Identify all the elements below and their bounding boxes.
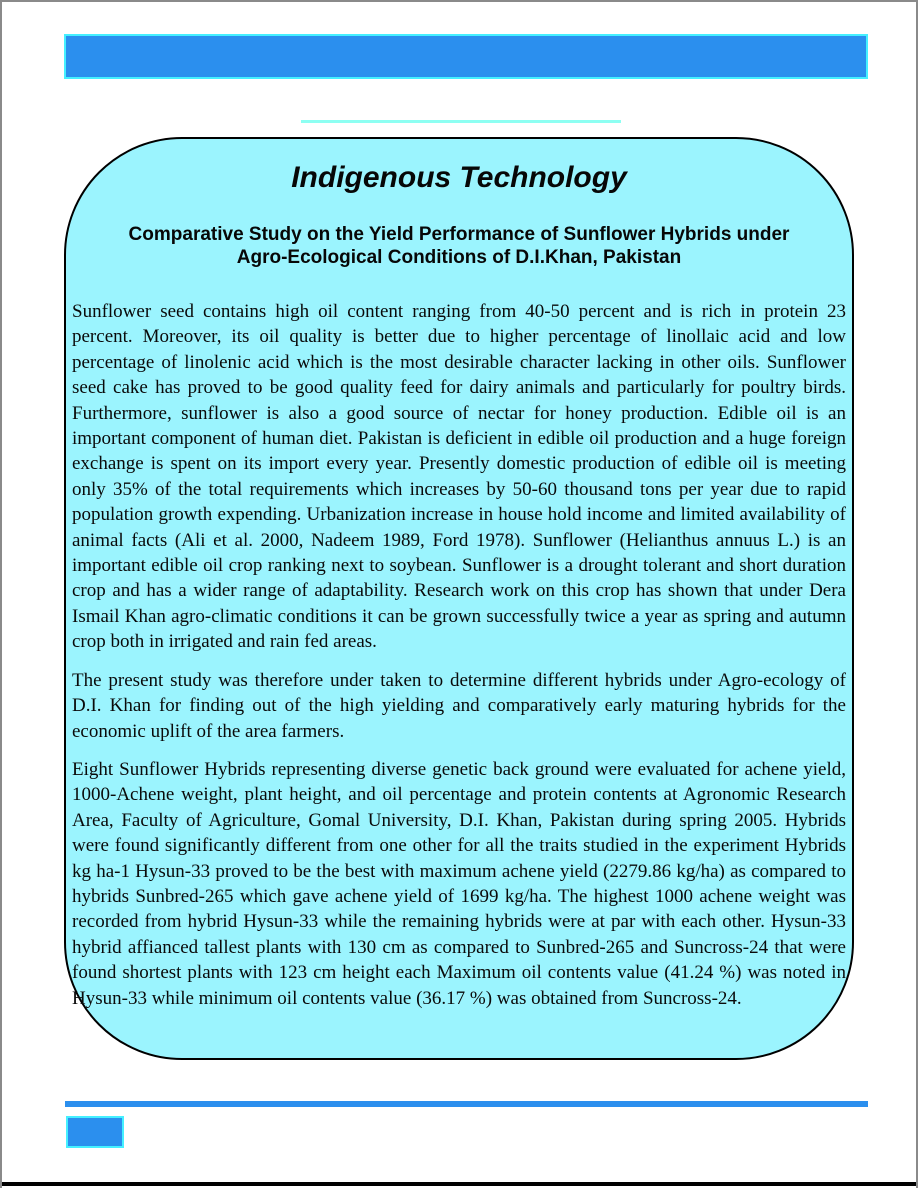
paragraph-introduction: Sunflower seed contains high oil content ranging from 40-50 percent and is rich in protein 23 percent. Moreover, its oil quality is better due to higher percentage of linollaic acid and low percentage of linolenic acid which is the most desirable character lacking in other oils. Sunflower seed cake has proved to be good quality feed for dairy animals and particularly for poultry birds. Furthermore, sunflower is also a good source of nectar for honey production. Edible oil is an important component of human diet. Pakistan is deficient in edible oil production and a huge foreign exchange is spent on its import every year. Presently domestic production of edible oil is meeting only 35% of the total requirements which increases by 50-60 thousand tons per year due to rapid population growth expending. Urbanization increase in house hold income and limited availability of animal facts (Ali et al. 2000, Nadeem 1989, Ford 1978). Sunflower (Helianthus annuus L.) is an important edible oil crop ranking next to soybean. Sunflower is a drought tolerant and short duration crop and has a wider range of adaptability. Research work on this crop has shown that under Dera Ismail Khan agro-climatic conditions it can be grown successfully twice a year as spring and autumn crop both in irrigated and rain fed areas. [72, 301, 846, 653]
footer-page-marker [66, 1116, 124, 1148]
card-title: Indigenous Technology [291, 161, 627, 194]
content-card [64, 137, 854, 1060]
accent-divider-line [301, 120, 621, 123]
footer-bar [65, 1101, 868, 1107]
paragraph-study-objective: The present study was therefore under taken to determine different hybrids under Agro-ecology of D.I. Khan for finding out of the high yielding and comparatively early maturing hybrids for the economic uplift of the area farmers. [72, 669, 846, 742]
paragraph-results: Eight Sunflower Hybrids representing diverse genetic back ground were evaluated for achene yield, 1000-Achene weight, plant height, and oil percentage and protein contents at Agronomic Research Area, Faculty of Agriculture, Gomal University, D.I. Khan, Pakistan during spring 2005. Hybrids were found significantly different from one other for all the traits studied in the experiment Hybrids kg ha-1 Hysun-33 proved to be the best with maximum achene yield (2279.86 kg/ha) as compared to hybrids Sunbred-265 which gave achene yield of 1699 kg/ha. The highest 1000 achene weight was recorded from hybrid Hysun-33 while the remaining hybrids were at par with each other. Hysun-33 hybrid affianced tallest plants with 130 cm as compared to Sunbred-265 and Suncross-24 that were found shortest plants with 123 cm height each Maximum oil contents value (41.24 %) was noted in Hysun-33 while minimum oil contents value (36.17 %) was obtained from Suncross-24. [72, 758, 846, 1009]
page-bottom-edge [2, 1182, 916, 1186]
card-body [72, 299, 846, 1011]
card-subtitle: Comparative Study on the Yield Performance of Sunflower Hybrids under Agro-Ecological Conditions of D.I.Khan, Pakistan [128, 224, 790, 268]
header-bar [64, 34, 868, 79]
